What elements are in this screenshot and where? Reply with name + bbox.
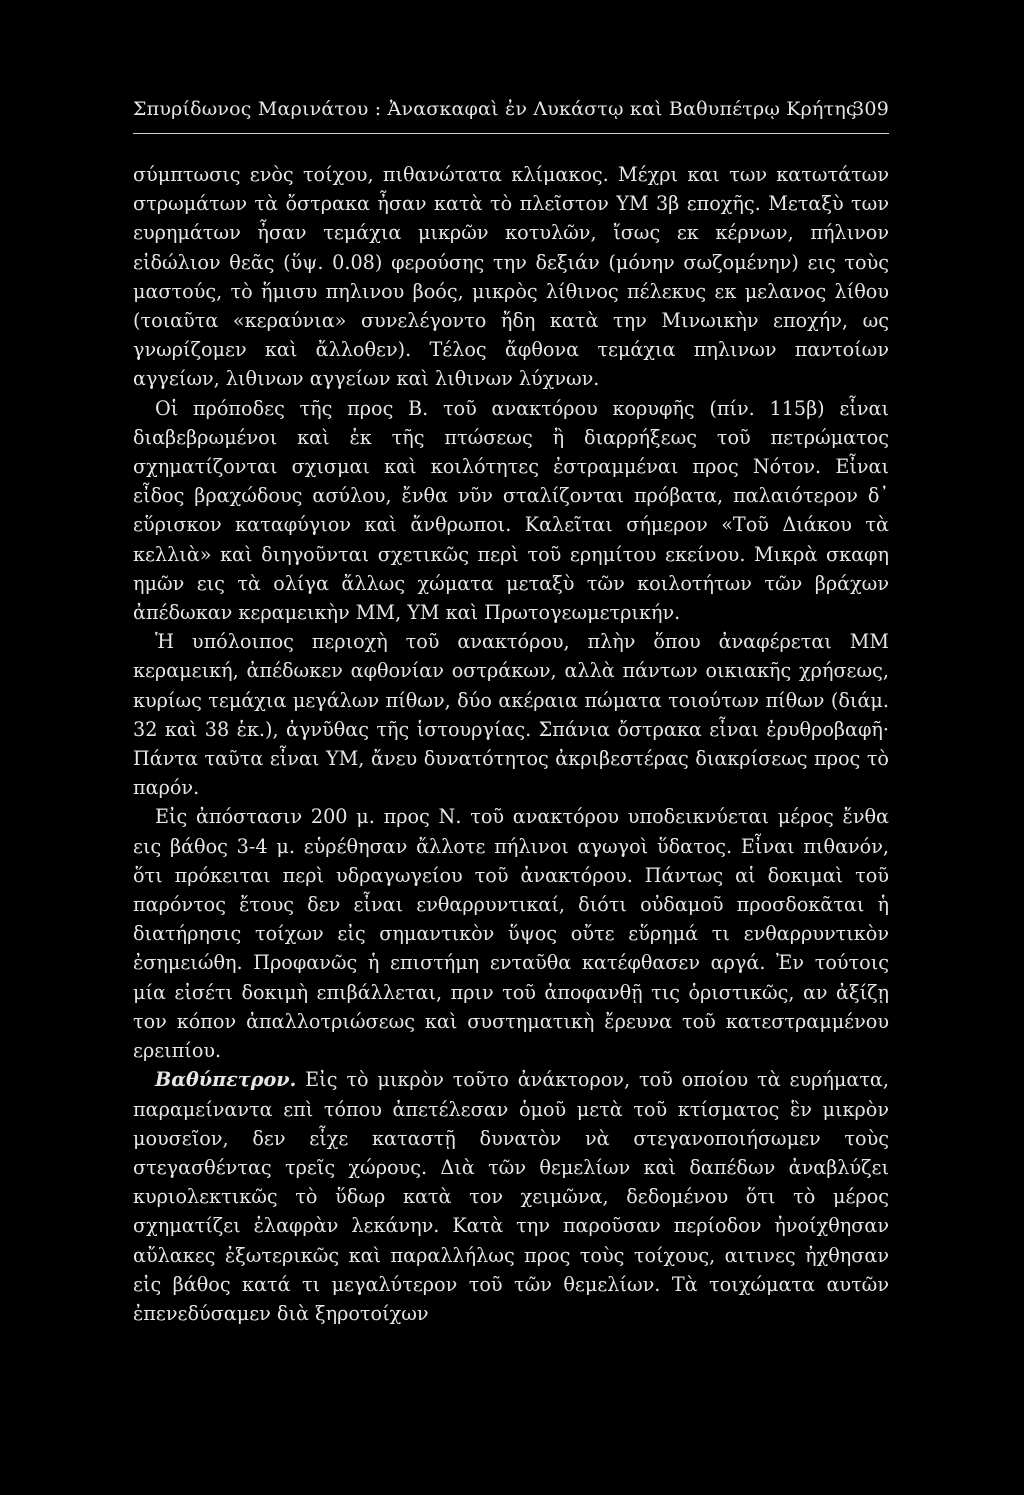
header-rule [133,133,889,134]
paragraph-3: Ἡ υπόλοιπος περιοχὴ τοῦ ανακτόρου, πλὴν ὅπου ἀναφέρεται ΜΜ κεραμεική, ἀπέδωκεν αφθονίαν οστράκων, αλλὰ πάντων οικιακῆς χρήσεως, κυρίως τεμάχια μεγάλων πίθων, δύο ακέραια πώματα τοιούτων πίθων (διάμ. 32 καὶ 38 ἑκ.), ἀγνῦθας τῆς ἱστουργίας. Σπάνια ὄστρακα εἶναι ἐρυθροβαφῆ· Πάντα ταῦτα εἶναι ΥΜ, ἄνευ δυνατότητος ἀκριβεστέρας διακρίσεως προς τὸ παρόν. [133,630,889,800]
paragraph-5-text: Εἰς τὸ μικρὸν τοῦτο ἀνάκτορον, τοῦ οποίου τὰ ευρήματα, παραμείναντα επὶ τόπου ἀπετέλεσαν ὁμοῦ μετὰ τοῦ κτίσματος ἓν μικρὸν μουσεῖον, δεν εἶχε καταστῇ δυνατὸν νὰ στεγανοποιήσωμεν τοὺς στεγασθέντας τρεῖς χώρους. Διὰ τῶν θεμελίων καὶ δαπέδων ἀναβλύζει κυριολεκτικῶς τὸ ὕδωρ κατὰ τον χειμῶνα, δεδομένου ὅτι τὸ μέρος σχηματίζει ἐλαφρὰν λεκάνην. Κατὰ την παροῦσαν περίοδον ἠνοίχθησαν αὔλακες ἐξωτερικῶς καὶ παραλλήλως προς τοὺς τοίχους, αιτινες ἠχθησαν εἰς βάθος κατά τι μεγαλύτερον τοῦ τῶν θεμελίων. Τὰ τοιχώματα αυτῶν ἐπενεδύσαμεν διὰ ξηροτοίχων [133,1068,889,1325]
page-number: 309 [852,98,889,120]
running-head [133,98,889,130]
paragraph-5 [133,1065,889,1328]
section-heading-vathypetron: Βαθύπετρον. [155,1068,297,1092]
body-text [133,160,889,1328]
paragraph-4: Εἰς ἀπόστασιν 200 μ. προς Ν. τοῦ ανακτόρου υποδεικνύεται μέρος ἔνθα εις βάθος 3-4 μ. εὑρέθησαν ἄλλοτε πήλινοι αγωγοὶ ὕδατος. Εἶναι πιθανόν, ὅτι πρόκειται περὶ υδραγωγείου τοῦ ἀνακτόρου. Πάντως αἱ δοκιμαὶ τοῦ παρόντος ἔτους δεν εἶναι ενθαρρυντικαί, διότι οὐδαμοῦ προσδοκᾶται ἡ διατήρησις τοίχων εἰς σημαντικὸν ὕψος οὔτε εὕρημά τι ενθαρρυντικὸν ἐσημειώθη. Προφανῶς ἡ επιστήμη ενταῦθα κατέφθασεν αργά. Ἐν τούτοις μία εἰσέτι δοκιμὴ επιβάλλεται, πριν τοῦ ἀποφανθῇ τις ὁριστικῶς, αν ἀξίζῃ τον κόπον ἀπαλλοτριώσεως καὶ συστηματικὴ ἔρευνα τοῦ κατεστραμμένου ερειπίου. [133,805,889,1063]
paragraph-1: σύμπτωσις ενὸς τοίχου, πιθανώτατα κλίμακος. Μέχρι και των κατωτάτων στρωμάτων τὰ ὄστρακα ἦσαν κατὰ τὸ πλεῖστον ΥΜ 3β εποχῆς. Μεταξὺ των ευρημάτων ἦσαν τεμάχια μικρῶν κοτυλῶν, ἴσως εκ κέρνων, πήλινον εἰδώλιον θεᾶς (ὕψ. 0.08) φερούσης την δεξιάν (μόνην σωζομένην) εις τοὺς μαστούς, τὸ ἥμισυ πηλινου βοός, μικρὸς λίθινος πέλεκυς εκ μελανος λίθου (τοιαῦτα «κεραύνια» συνελέγοντο ἤδη κατὰ την Μινωικὴν εποχήν, ως γνωρίζομεν καὶ ἄλλοθεν). Τέλος ἄφθονα τεμάχια πηλινων παντοίων αγγείων, λιθινων αγγείων καὶ λιθινων λύχνων. [133,163,889,391]
running-title: Σπυρίδωνος Μαρινάτου : Ἀνασκαφαὶ ἐν Λυκάστῳ καὶ Βαθυπέτρῳ Κρήτης [133,98,857,120]
paragraph-2: Οἱ πρόποδες τῆς προς Β. τοῦ ανακτόρου κορυφῆς (πίν. 115β) εἶναι διαβεβρωμένοι καὶ ἐκ τῆς πτώσεως ἢ διαρρήξεως τοῦ πετρώματος σχηματίζονται σχισμαι καὶ κοιλότητες ἐστραμμέναι προς Νότον. Εἶναι εἶδος βραχώδους ασύλου, ἔνθα νῦν σταλίζονται πρόβατα, παλαιότερον δ᾿ εὕρισκον καταφύγιον καὶ ἄνθρωποι. Καλεῖται σήμερον «Τοῦ Διάκου τὰ κελλιὰ» καὶ διηγοῦνται σχετικῶς περὶ τοῦ ερημίτου εκείνου. Μικρὰ σκαφη ημῶν εις τὰ ολίγα ἄλλως χώματα μεταξὺ τῶν κοιλοτήτων τῶν βράχων ἀπέδωκαν κεραμεικὴν ΜΜ, ΥΜ καὶ Πρωτογεωμετρικήν. [133,396,889,625]
